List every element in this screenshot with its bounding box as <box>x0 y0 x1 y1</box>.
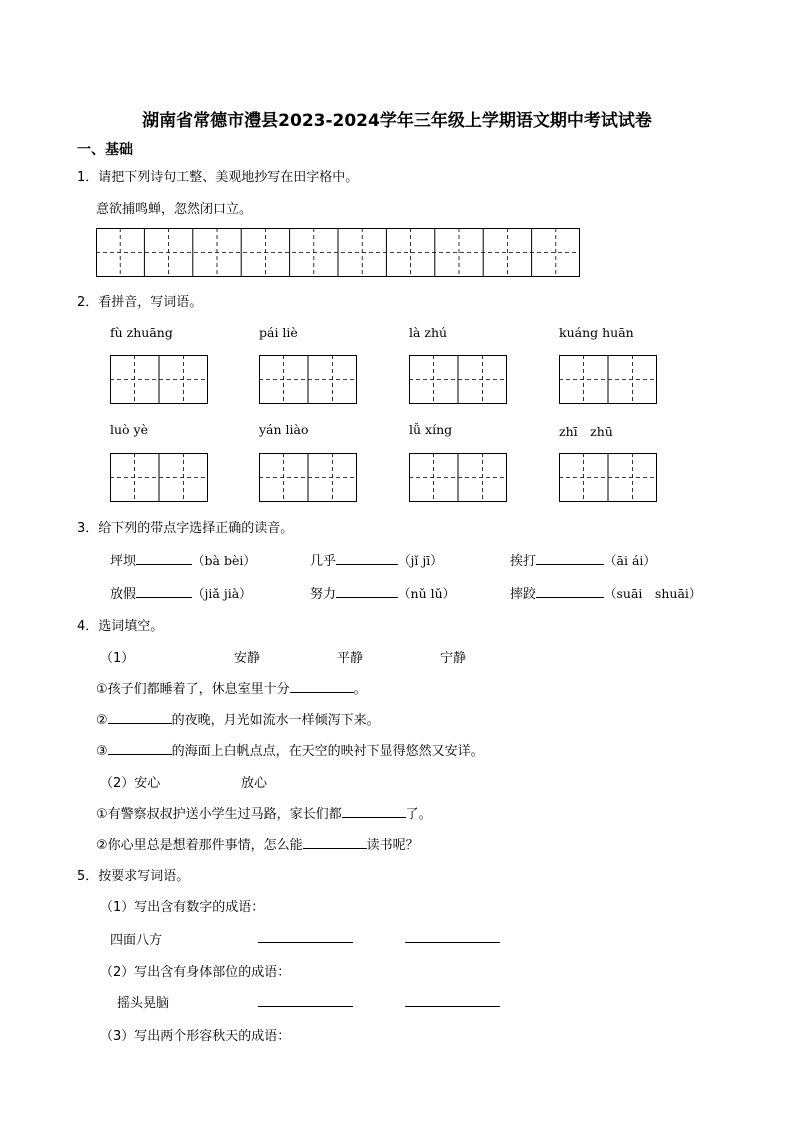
item-word: 几乎 <box>310 554 337 569</box>
sentence-text: 了。 <box>405 807 432 822</box>
pronunciation-item <box>510 550 656 569</box>
pinyin-label: luò yè <box>110 422 149 437</box>
question-prompt: 请把下列诗句工整、美观地抄写在田字格中。 <box>98 170 359 185</box>
poem-line: 意欲捕鸣蝉，忽然闭口立。 <box>96 202 253 217</box>
pinyin-label: zhī zhū <box>559 424 613 439</box>
sentence-text: ①孩子们都睡着了，休息室里十分 <box>96 682 290 697</box>
part-label: （2）安心 <box>100 776 161 791</box>
question-1 <box>77 166 358 185</box>
writing-grid-pair[interactable] <box>559 453 657 502</box>
section-heading: 一、基础 <box>77 142 133 158</box>
answer-blank[interactable] <box>342 805 406 818</box>
question-2 <box>77 291 202 310</box>
writing-grid-pair[interactable] <box>409 453 507 502</box>
answer-blank[interactable] <box>136 552 192 565</box>
question-prompt: 选词填空。 <box>98 619 164 634</box>
writing-grid-q1[interactable] <box>96 228 580 278</box>
question-3 <box>77 517 293 536</box>
sentence-text: ②你心里总是想着那件事情，怎么能 <box>96 838 303 853</box>
answer-blank[interactable] <box>108 742 172 755</box>
sentence-text: 读书呢？ <box>366 838 419 853</box>
writing-grid-pair[interactable] <box>259 355 357 404</box>
sentence-text: 。 <box>353 682 367 697</box>
item-word: 放假 <box>110 587 137 602</box>
question-number: 3． <box>77 521 99 536</box>
item-options: （jiǎ jià） <box>192 586 252 601</box>
fill-sentence <box>96 709 380 728</box>
word-choice: 宁静 <box>440 651 467 666</box>
question-prompt: 按要求写词语。 <box>98 869 190 884</box>
answer-line[interactable] <box>258 942 353 943</box>
fill-sentence <box>96 678 367 697</box>
item-options: （bà bèi） <box>192 553 256 568</box>
pinyin-label: là zhú <box>409 325 448 340</box>
item-options: （suāi shuāi） <box>604 586 702 601</box>
answer-blank[interactable] <box>108 711 172 724</box>
answer-line[interactable] <box>258 1006 353 1007</box>
answer-blank[interactable] <box>290 680 354 693</box>
word-choice: 安静 <box>234 651 261 666</box>
item-word: 努力 <box>310 587 337 602</box>
question-prompt: 看拼音，写词语。 <box>98 295 203 310</box>
pinyin-label: kuáng huān <box>559 325 634 340</box>
example-idiom: 摇头晃脑 <box>117 996 170 1011</box>
writing-grid-pair[interactable] <box>110 355 208 404</box>
fill-sentence <box>96 803 432 822</box>
example-idiom: 四面八方 <box>110 933 163 948</box>
answer-blank[interactable] <box>303 836 367 849</box>
writing-grid-pair[interactable] <box>259 453 357 502</box>
item-options: （jǐ jī） <box>398 553 443 568</box>
answer-blank[interactable] <box>536 552 604 565</box>
question-4 <box>77 615 163 634</box>
pronunciation-item <box>110 550 256 569</box>
question-5 <box>77 865 189 884</box>
question-prompt: 给下列的带点字选择正确的读音。 <box>98 521 294 536</box>
pronunciation-item <box>310 583 455 602</box>
question-number: 5． <box>77 869 99 884</box>
answer-blank[interactable] <box>336 585 398 598</box>
sentence-text: ③ <box>96 744 108 759</box>
word-choice: 放心 <box>241 776 268 791</box>
item-options: （āi ái） <box>604 553 656 568</box>
answer-blank[interactable] <box>536 585 604 598</box>
question-number: 4． <box>77 619 99 634</box>
page-title: 湖南省常德市澧县2023-2024学年三年级上学期语文期中考试试卷 <box>142 111 652 131</box>
sub-question: （2）写出含有身体部位的成语： <box>100 965 291 980</box>
answer-line[interactable] <box>405 942 500 943</box>
answer-blank[interactable] <box>136 585 192 598</box>
part-label: （1） <box>100 651 135 666</box>
pronunciation-item <box>510 583 701 602</box>
pinyin-label: pái liè <box>259 325 298 340</box>
fill-sentence <box>96 740 484 759</box>
item-word: 坪坝 <box>110 554 137 569</box>
pinyin-label: yán liào <box>259 422 309 437</box>
item-options: （nǔ lǔ） <box>398 586 456 601</box>
question-number: 1． <box>77 170 99 185</box>
sentence-text: ② <box>96 713 108 728</box>
question-number: 2． <box>77 295 99 310</box>
fill-sentence <box>96 834 419 853</box>
sub-question: （3）写出两个形容秋天的成语： <box>100 1029 291 1044</box>
writing-grid-pair[interactable] <box>559 355 657 404</box>
item-word: 挨打 <box>510 554 537 569</box>
pronunciation-item <box>310 550 443 569</box>
writing-grid-pair[interactable] <box>409 355 507 404</box>
writing-grid-pair[interactable] <box>110 453 208 502</box>
pronunciation-item <box>110 583 252 602</box>
sub-question: （1）写出含有数字的成语： <box>100 900 265 915</box>
sentence-text: 的海面上白帆点点，在天空的映衬下显得悠然又安详。 <box>171 744 484 759</box>
answer-line[interactable] <box>405 1006 500 1007</box>
answer-blank[interactable] <box>336 552 398 565</box>
sentence-text: 的夜晚，月光如流水一样倾泻下来。 <box>171 713 380 728</box>
item-word: 摔跤 <box>510 587 537 602</box>
word-choice: 平静 <box>337 651 364 666</box>
sentence-text: ①有警察叔叔护送小学生过马路，家长们都 <box>96 807 342 822</box>
pinyin-label: fù zhuāng <box>110 325 173 340</box>
pinyin-label: lǚ xíng <box>409 422 453 437</box>
